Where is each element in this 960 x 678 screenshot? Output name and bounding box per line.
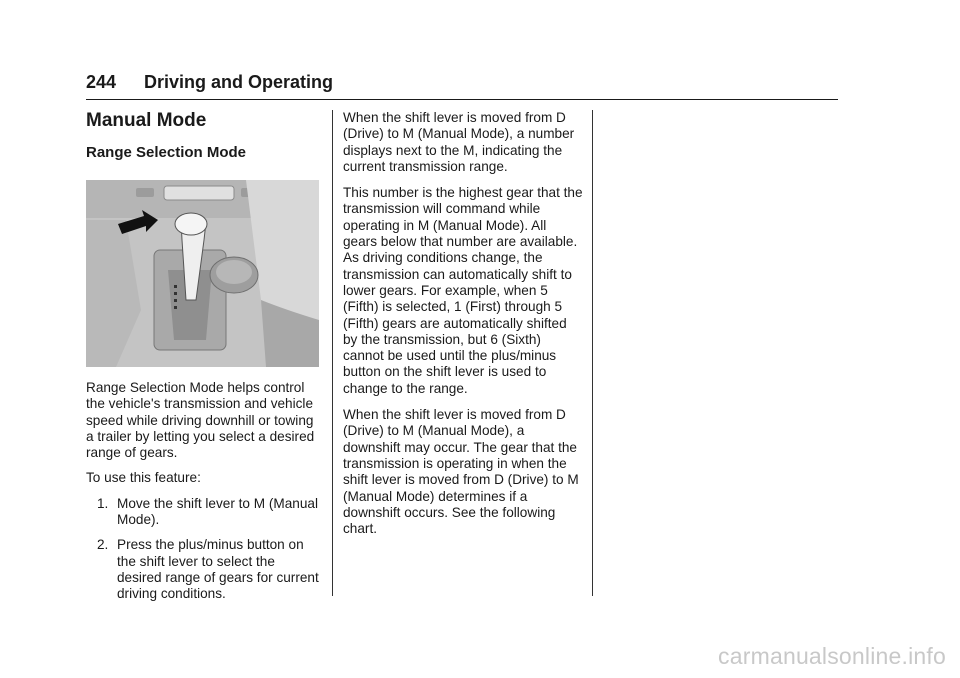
intro-paragraph: Range Selection Mode helps control the vehicle's transmission and vehicle speed while driving downhill or towing a trailer by letting you select a desired range of gears.	[86, 380, 315, 461]
step-text: Move the shift lever to M (Manual Mode).	[117, 495, 318, 528]
left-column	[86, 110, 322, 612]
step-number: 2.	[97, 537, 109, 553]
section-title: Driving and Operating	[144, 72, 334, 92]
column-divider	[592, 110, 593, 596]
page-header	[86, 70, 838, 100]
step-text: Press the plus/minus button on the shift lever to select the desired range of gears for current driving conditions.	[117, 537, 319, 602]
shift-lever-illustration	[86, 180, 319, 367]
lead-in-paragraph: To use this feature:	[86, 470, 201, 486]
body-paragraph: When the shift lever is moved from D (Drive) to M (Manual Mode), a downshift may occur. The gear that the transmission is operating in when the shift lever is moved from D (Drive) to M (Manual Mode) determines if a downshift occurs. See the following chart.	[343, 407, 579, 537]
shift-lever-icon	[86, 180, 319, 367]
steps-list	[86, 496, 322, 603]
body-paragraph: When the shift lever is moved from D (Drive) to M (Manual Mode), a number displays next to the M, indicating the current transmission range.	[343, 110, 575, 174]
watermark: carmanualsonline.info	[718, 643, 946, 669]
sub-heading: Range Selection Mode	[86, 144, 247, 161]
main-heading: Manual Mode	[86, 110, 207, 131]
column-divider	[332, 110, 333, 596]
step-number: 1.	[97, 495, 109, 511]
page-number: 244	[86, 72, 117, 92]
list-item	[86, 496, 322, 529]
list-item	[86, 537, 322, 602]
body-paragraph: This number is the highest gear that the transmission will command while operating in M (Manual Mode). All gears below that number are available. As driving conditions change, the transmission can automatically shift to lower gears. For example, when 5 (Fifth) is selected, 1 (First) through 5 (Fifth) gears are automatically shifted by the transmission, but 6 (Sixth) cannot be used until the plus/minus button on the shift lever is used to change to the range.	[343, 185, 583, 396]
middle-column	[343, 110, 583, 547]
